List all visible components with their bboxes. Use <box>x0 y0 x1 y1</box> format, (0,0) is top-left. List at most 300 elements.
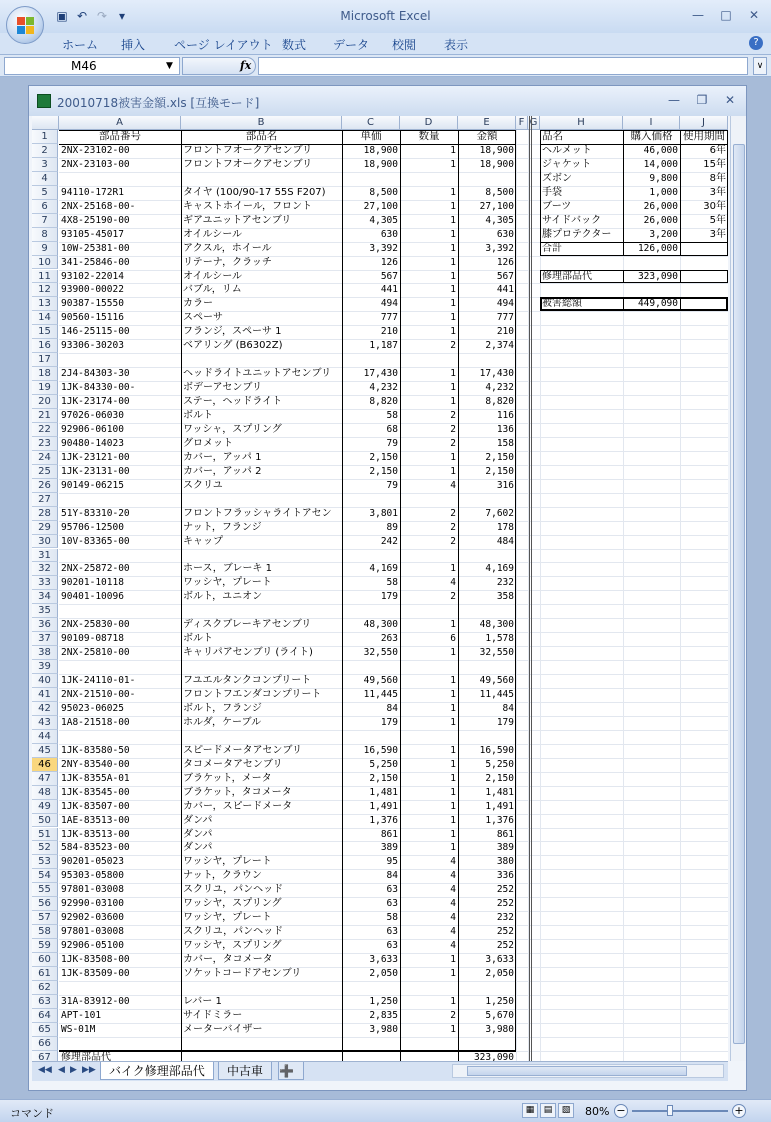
maximize-icon[interactable]: □ <box>720 8 732 22</box>
cell-quantity[interactable]: 2 <box>450 591 456 603</box>
cell-quantity[interactable]: 1 <box>450 675 456 687</box>
sheet-tab-repair-parts[interactable]: バイク修理部品代 <box>100 1062 214 1080</box>
cell-unit-price[interactable]: 1,250 <box>369 995 398 1007</box>
cell-part-name[interactable]: ソケットコードアセンブリ <box>183 968 302 979</box>
cell-quantity[interactable]: 4 <box>450 926 456 938</box>
cell-part-number[interactable]: 94110-172R1 <box>61 186 124 198</box>
cell-unit-price[interactable]: 68 <box>386 423 398 435</box>
cell-part-name[interactable]: ステー，ヘッドライト <box>183 396 283 408</box>
office-button[interactable] <box>6 6 44 44</box>
cell-amount[interactable]: 178 <box>496 521 514 533</box>
cell-item-period[interactable]: 6年 <box>709 144 726 156</box>
cell-part-number[interactable]: 92902-03600 <box>61 912 124 924</box>
cell-part-number[interactable]: 2NX-25830-00 <box>61 619 130 631</box>
cell-quantity[interactable]: 6 <box>450 633 456 645</box>
cell-part-number[interactable]: 10W-25381-00 <box>61 242 130 254</box>
cell-amount[interactable]: 11,445 <box>479 689 514 700</box>
cell-amount[interactable]: 32,550 <box>479 647 514 659</box>
cell-part-name[interactable]: カバー，アッパ 2 <box>183 465 262 477</box>
cell-part-name[interactable]: スクリユ <box>183 479 223 491</box>
cell-part-number[interactable]: 1A8-21518-00 <box>61 716 130 728</box>
cell-part-number[interactable]: 2J4-84303-30 <box>61 368 130 380</box>
cell-part-name[interactable]: フユエルタンクコンプリート <box>183 675 312 687</box>
cell-part-name[interactable]: ダンパ <box>183 814 213 826</box>
cell-part-number[interactable]: 92906-06100 <box>61 423 124 435</box>
cell-amount[interactable]: 2,150 <box>485 451 514 463</box>
cell-part-number[interactable]: 2NY-83540-00 <box>61 758 130 770</box>
cell-item-name[interactable]: ヘルメット <box>542 144 592 156</box>
cell-part-name[interactable]: オイルシール <box>183 228 243 240</box>
cell-part-number[interactable]: 51Y-83310-20 <box>61 507 130 519</box>
row-header[interactable]: 63 <box>32 995 58 1009</box>
cell-amount[interactable]: 5,670 <box>485 1009 514 1021</box>
next-sheet-icon[interactable]: ▶ <box>70 1065 77 1075</box>
cell-part-number[interactable]: 90401-10096 <box>61 591 124 603</box>
row-header[interactable]: 27 <box>32 493 58 507</box>
cell-unit-price[interactable]: 210 <box>380 326 398 338</box>
cell-item-name[interactable]: 膝プロテクター <box>542 228 612 240</box>
cell-part-number[interactable]: APT-101 <box>61 1009 102 1021</box>
cell-part-name[interactable]: ナット，フランジ <box>183 521 262 533</box>
cell-quantity[interactable]: 1 <box>450 368 456 380</box>
row-header[interactable]: 54 <box>32 869 58 883</box>
row-header[interactable]: 12 <box>32 283 58 297</box>
last-sheet-icon[interactable]: ▶▶ <box>82 1065 96 1075</box>
cell-part-name[interactable]: フロントフオークアセンブリ <box>183 144 313 156</box>
cell-part-number[interactable]: 584-83523-00 <box>61 842 130 854</box>
cell-amount[interactable]: 5,250 <box>485 758 514 770</box>
row-header[interactable]: 31 <box>32 549 58 563</box>
cell-quantity[interactable]: 1 <box>450 186 456 198</box>
cell-item-name[interactable]: サイドバック <box>542 214 602 226</box>
row-header[interactable]: 56 <box>32 897 58 911</box>
row-header[interactable]: 60 <box>32 953 58 967</box>
cell-quantity[interactable]: 4 <box>450 898 456 910</box>
column-header[interactable]: C <box>342 116 400 130</box>
cell-part-name[interactable]: ワッシヤ，プレート <box>183 856 272 868</box>
select-all-corner[interactable] <box>32 116 59 130</box>
cell-part-name[interactable]: アクスル，ホイール <box>183 242 272 254</box>
row-header[interactable]: 61 <box>32 967 58 981</box>
row-header[interactable]: 25 <box>32 465 58 479</box>
cell-amount[interactable]: 316 <box>496 479 514 491</box>
row-header[interactable]: 13 <box>32 297 58 311</box>
cell-part-name[interactable]: フロントフエンダコンプリート <box>183 689 322 700</box>
cell-unit-price[interactable]: 27,100 <box>363 200 398 212</box>
cell-quantity[interactable]: 1 <box>450 451 456 463</box>
row-header[interactable]: 15 <box>32 325 58 339</box>
first-sheet-icon[interactable]: ◀◀ <box>38 1065 52 1075</box>
cell-amount[interactable]: 27,100 <box>479 200 514 212</box>
cell-part-name[interactable]: ダンパ <box>183 842 213 854</box>
zoom-slider[interactable] <box>632 1110 728 1112</box>
row-header[interactable]: 8 <box>32 228 58 242</box>
cell-part-name[interactable]: ワッシャ，スプリング <box>183 423 282 435</box>
cell-part-number[interactable]: 1JK-24110-01- <box>61 675 136 687</box>
cell-amount[interactable]: 2,374 <box>485 340 514 352</box>
cell-part-number[interactable]: 1JK-83545-00 <box>61 786 130 798</box>
cell-quantity[interactable]: 1 <box>450 772 456 784</box>
row-header[interactable]: 30 <box>32 535 58 549</box>
cell-part-name[interactable]: サイドミラー <box>183 1009 243 1021</box>
cell-quantity[interactable]: 1 <box>450 744 456 756</box>
cell-repair[interactable]: 323,090 <box>637 270 678 282</box>
cell-quantity[interactable]: 1 <box>450 312 456 324</box>
row-header[interactable]: 59 <box>32 939 58 953</box>
cell-quantity[interactable]: 4 <box>450 870 456 882</box>
cell-part-number[interactable]: 95303-05800 <box>61 870 124 882</box>
cell-quantity[interactable]: 1 <box>450 968 456 979</box>
minimize-icon[interactable]: — <box>692 8 704 22</box>
close-icon[interactable]: ✕ <box>748 8 760 22</box>
cell-part-number[interactable]: 4X8-25190-00 <box>61 214 130 226</box>
cell-item-name[interactable]: ブーツ <box>542 200 572 212</box>
cell-amount[interactable]: 2,050 <box>485 968 514 979</box>
row-header[interactable]: 48 <box>32 786 58 800</box>
cell-item-price[interactable]: 14,000 <box>643 158 678 170</box>
cell-part-name[interactable]: キャップ <box>183 535 223 547</box>
cell-part-number[interactable]: 90480-14023 <box>61 437 124 449</box>
cell-quantity[interactable]: 4 <box>450 479 456 491</box>
cell-item-price[interactable]: 26,000 <box>643 214 678 226</box>
expand-formula-icon[interactable]: ∨ <box>753 57 767 75</box>
row-header[interactable]: 40 <box>32 674 58 688</box>
row-header[interactable]: 14 <box>32 311 58 325</box>
row-header[interactable]: 52 <box>32 841 58 855</box>
cell-part-name[interactable]: ボルト，ユニオン <box>183 591 263 603</box>
cell-part-number[interactable]: 修理部品代 <box>61 1051 111 1061</box>
cell-quantity[interactable]: 1 <box>450 396 456 408</box>
cell-item-period[interactable]: 3年 <box>709 228 726 240</box>
cell-part-name[interactable]: ワッシヤ，プレート <box>183 912 272 924</box>
cell-amount[interactable]: 3,633 <box>485 954 514 966</box>
cell-amount[interactable]: 179 <box>496 716 514 728</box>
cell-amount[interactable]: 777 <box>496 312 514 324</box>
cell-quantity[interactable]: 1 <box>450 716 456 728</box>
cell-part-name[interactable]: タコメータアセンブリ <box>183 758 283 770</box>
row-header[interactable]: 5 <box>32 186 58 200</box>
cell-unit-price[interactable]: 11,445 <box>363 689 398 700</box>
cell-part-number[interactable]: 90201-10118 <box>61 577 124 589</box>
cell-part-number[interactable]: 90149-06215 <box>61 479 124 491</box>
cell-amount[interactable]: 18,900 <box>479 158 514 170</box>
cell-part-number[interactable]: 90201-05023 <box>61 856 124 868</box>
cell-part-number[interactable]: 2NX-21510-00- <box>61 689 136 700</box>
insert-sheet-icon[interactable]: ➕ <box>278 1062 304 1080</box>
tab-insert[interactable]: 挿入 <box>121 38 146 52</box>
cell-unit-price[interactable]: 494 <box>380 298 398 310</box>
cell-unit-price[interactable]: 2,150 <box>369 772 398 784</box>
cell-amount[interactable]: 18,900 <box>479 144 514 156</box>
cell-quantity[interactable]: 1 <box>450 465 456 477</box>
cell-unit-price[interactable]: 32,550 <box>363 647 398 659</box>
row-header[interactable]: 66 <box>32 1037 58 1051</box>
row-header[interactable]: 57 <box>32 911 58 925</box>
cell-part-number[interactable]: 97801-03008 <box>61 884 124 896</box>
column-header[interactable]: G <box>528 116 540 130</box>
cell-quantity[interactable]: 1 <box>450 158 456 170</box>
cell-amount[interactable]: 567 <box>496 270 514 282</box>
cell-amount[interactable]: 4,169 <box>485 563 514 575</box>
cell-unit-price[interactable]: 58 <box>386 577 398 589</box>
cell-quantity[interactable]: 1 <box>450 647 456 659</box>
cell-damage-label[interactable]: 被害総額 <box>542 298 582 310</box>
row-header[interactable]: 19 <box>32 381 58 395</box>
row-header[interactable]: 58 <box>32 925 58 939</box>
zoom-slider-knob[interactable] <box>667 1105 673 1116</box>
cell-quantity[interactable]: 4 <box>450 912 456 924</box>
cell-part-name[interactable]: ボルト <box>183 410 213 421</box>
cell-part-number[interactable]: 1JK-8355A-01 <box>61 772 130 784</box>
cell-part-number[interactable]: 95023-06025 <box>61 702 124 714</box>
row-header[interactable]: 20 <box>32 395 58 409</box>
column-header[interactable]: B <box>181 116 342 130</box>
row-header[interactable]: 62 <box>32 981 58 995</box>
scroll-thumb[interactable] <box>467 1066 687 1076</box>
cell-amount[interactable]: 389 <box>496 842 514 854</box>
cell-quantity[interactable]: 1 <box>450 382 456 394</box>
row-header[interactable]: 49 <box>32 800 58 814</box>
cell-amount[interactable]: 1,481 <box>485 786 514 798</box>
cell-item-period[interactable]: 30年 <box>703 200 726 212</box>
restore-icon[interactable]: ❐ <box>696 93 708 107</box>
tab-page-layout[interactable]: ページ レイアウト <box>174 38 273 52</box>
row-header[interactable]: 21 <box>32 409 58 423</box>
cell-unit-price[interactable]: 63 <box>386 940 398 952</box>
cell-unit-price[interactable]: 8,820 <box>369 396 398 408</box>
cell-amount[interactable]: 4,305 <box>485 214 514 226</box>
cell-unit-price[interactable]: 2,835 <box>369 1009 398 1021</box>
row-header[interactable]: 23 <box>32 437 58 451</box>
cell-amount[interactable]: 232 <box>496 912 514 924</box>
sheet-tab-used-car[interactable]: 中古車 <box>218 1062 272 1080</box>
cell-quantity[interactable]: 1 <box>450 200 456 212</box>
cell-unit-price[interactable]: 89 <box>386 521 398 533</box>
page-layout-view-icon[interactable]: ▤ <box>540 1103 556 1118</box>
cell-amount[interactable]: 116 <box>496 410 514 421</box>
cell-repair-label[interactable]: 修理部品代 <box>542 270 592 282</box>
tab-data[interactable]: データ <box>333 38 370 52</box>
cell-part-name[interactable]: タイヤ (100/90-17 55S F207) <box>183 186 326 198</box>
cell-part-name[interactable]: ヘッドライトユニットアセンブリ <box>183 368 332 380</box>
cell-part-number[interactable]: 31A-83912-00 <box>61 995 130 1007</box>
row-header[interactable]: 41 <box>32 688 58 702</box>
cell-quantity[interactable]: 1 <box>450 800 456 812</box>
cell-unit-price[interactable]: 49,560 <box>363 675 398 687</box>
row-header[interactable]: 46 <box>32 758 58 772</box>
row-header[interactable]: 29 <box>32 521 58 535</box>
row-header[interactable]: 47 <box>32 772 58 786</box>
cell-amount[interactable]: 323,090 <box>473 1051 514 1061</box>
cell-quantity[interactable]: 1 <box>450 228 456 240</box>
cell-part-number[interactable]: 1JK-23174-00 <box>61 396 130 408</box>
cell-unit-price[interactable]: 263 <box>380 633 398 645</box>
cell-amount[interactable]: 336 <box>496 870 514 882</box>
cell-amount[interactable]: 1,578 <box>485 633 514 645</box>
row-header[interactable]: 37 <box>32 632 58 646</box>
cell-amount[interactable]: 252 <box>496 926 514 938</box>
cell-item-period[interactable]: 5年 <box>709 214 726 226</box>
column-title[interactable]: 単価 <box>360 130 382 142</box>
row-header[interactable]: 32 <box>32 562 58 576</box>
cell-quantity[interactable]: 1 <box>450 842 456 854</box>
column-header[interactable]: H <box>540 116 623 130</box>
row-header[interactable]: 45 <box>32 744 58 758</box>
cell-amount[interactable]: 49,560 <box>479 675 514 687</box>
cell-quantity[interactable]: 1 <box>450 284 456 296</box>
row-header[interactable]: 22 <box>32 423 58 437</box>
cell-amount[interactable]: 358 <box>496 591 514 603</box>
cell-unit-price[interactable]: 1,491 <box>369 800 398 812</box>
cell-part-number[interactable]: 93102-22014 <box>61 270 124 282</box>
normal-view-icon[interactable]: ▦ <box>522 1103 538 1118</box>
column-title[interactable]: 使用期間 <box>683 130 725 142</box>
cell-part-name[interactable]: ブラケット，メータ <box>183 772 272 784</box>
cell-part-number[interactable]: 90109-08718 <box>61 633 124 645</box>
cell-part-name[interactable]: スクリユ，パンヘッド <box>183 884 284 896</box>
cell-quantity[interactable]: 4 <box>450 940 456 952</box>
close-icon[interactable]: ✕ <box>724 93 736 107</box>
column-title[interactable]: 数量 <box>418 130 440 142</box>
cell-unit-price[interactable]: 63 <box>386 884 398 896</box>
cell-amount[interactable]: 8,500 <box>485 186 514 198</box>
cell-part-name[interactable]: キャストホイール，フロント <box>183 200 312 212</box>
cell-amount[interactable]: 380 <box>496 856 514 868</box>
tab-home[interactable]: ホーム <box>62 38 99 52</box>
column-title[interactable]: 部品番号 <box>99 130 141 142</box>
cell-part-name[interactable]: キャリパアセンブリ (ライト) <box>183 647 313 659</box>
cell-unit-price[interactable]: 567 <box>380 270 398 282</box>
cell-quantity[interactable]: 2 <box>450 521 456 533</box>
cell-unit-price[interactable]: 84 <box>386 870 398 882</box>
cell-part-number[interactable]: 146-25115-00 <box>61 326 130 338</box>
cell-unit-price[interactable]: 63 <box>386 926 398 938</box>
cell-unit-price[interactable]: 18,900 <box>363 158 398 170</box>
cell-quantity[interactable]: 1 <box>450 326 456 338</box>
cell-amount[interactable]: 484 <box>496 535 514 547</box>
cell-total[interactable]: 126,000 <box>637 242 678 254</box>
cell-amount[interactable]: 3,980 <box>485 1023 514 1035</box>
column-header[interactable]: A <box>59 116 181 130</box>
customize-icon[interactable]: ▾ <box>118 9 126 23</box>
scroll-thumb[interactable] <box>733 144 745 1044</box>
cell-quantity[interactable]: 1 <box>450 786 456 798</box>
cell-part-number[interactable]: 93900-00022 <box>61 284 124 296</box>
row-header[interactable]: 55 <box>32 883 58 897</box>
cell-part-name[interactable]: スピードメータアセンブリ <box>183 744 302 756</box>
cell-quantity[interactable]: 1 <box>450 702 456 714</box>
cell-item-name[interactable]: ズボン <box>542 172 572 184</box>
cell-part-name[interactable]: ダンパ <box>183 828 213 840</box>
cell-amount[interactable]: 84 <box>502 702 514 714</box>
cell-part-name[interactable]: ベアリング (B6302Z) <box>183 340 283 352</box>
cell-part-name[interactable]: スクリユ，パンヘッド <box>183 926 284 938</box>
cell-part-number[interactable]: 1JK-23121-00 <box>61 451 130 463</box>
cell-amount[interactable]: 4,232 <box>485 382 514 394</box>
column-header[interactable]: J <box>680 116 728 130</box>
cell-item-price[interactable]: 3,200 <box>649 228 678 240</box>
column-header[interactable]: I <box>623 116 680 130</box>
cell-part-number[interactable]: 2NX-23103-00 <box>61 158 130 170</box>
cell-amount[interactable]: 861 <box>496 828 514 840</box>
cell-damage[interactable]: 449,090 <box>637 298 678 310</box>
cell-amount[interactable]: 48,300 <box>479 619 514 631</box>
cell-part-number[interactable]: 1JK-83509-00 <box>61 968 130 979</box>
cell-part-number[interactable]: 2NX-25168-00- <box>61 200 136 212</box>
cell-quantity[interactable]: 1 <box>450 242 456 254</box>
name-box[interactable]: M46 <box>4 57 180 75</box>
cell-amount[interactable]: 7,602 <box>485 507 514 519</box>
cell-unit-price[interactable]: 441 <box>380 284 398 296</box>
cell-quantity[interactable]: 1 <box>450 828 456 840</box>
cell-quantity[interactable]: 1 <box>450 954 456 966</box>
cell-unit-price[interactable]: 4,232 <box>369 382 398 394</box>
row-header[interactable]: 38 <box>32 646 58 660</box>
cell-unit-price[interactable]: 84 <box>386 702 398 714</box>
cell-unit-price[interactable]: 4,305 <box>369 214 398 226</box>
cell-part-number[interactable]: 1JK-84330-00- <box>61 382 136 394</box>
cell-part-number[interactable]: 1JK-83508-00 <box>61 954 130 966</box>
cell-part-number[interactable]: 93105-45017 <box>61 228 124 240</box>
row-header[interactable]: 10 <box>32 256 58 270</box>
cell-amount[interactable]: 494 <box>496 298 514 310</box>
cell-amount[interactable]: 16,590 <box>479 744 514 756</box>
cell-part-name[interactable]: バブル，リム <box>183 284 242 296</box>
zoom-level[interactable]: 80% <box>585 1105 610 1118</box>
cell-part-name[interactable]: カバー，スピードメータ <box>183 800 293 812</box>
cell-amount[interactable]: 252 <box>496 884 514 896</box>
zoom-in-icon[interactable]: + <box>732 1104 746 1118</box>
cell-quantity[interactable]: 1 <box>450 563 456 575</box>
row-header[interactable]: 4 <box>32 172 58 186</box>
cell-unit-price[interactable]: 5,250 <box>369 758 398 770</box>
cell-part-name[interactable]: ワッシヤ，スプリング <box>183 898 282 910</box>
cell-part-number[interactable]: 1JK-23131-00 <box>61 465 130 477</box>
cell-unit-price[interactable]: 3,392 <box>369 242 398 254</box>
cell-part-name[interactable]: ブラケット，タコメータ <box>183 786 292 798</box>
cell-part-number[interactable]: 93306-30203 <box>61 340 124 352</box>
cell-unit-price[interactable]: 79 <box>386 437 398 449</box>
cell-quantity[interactable]: 4 <box>450 577 456 589</box>
cell-unit-price[interactable]: 17,430 <box>363 368 398 380</box>
cell-amount[interactable]: 8,820 <box>485 396 514 408</box>
cell-total-label[interactable]: 合計 <box>542 242 562 254</box>
cell-quantity[interactable]: 1 <box>450 270 456 282</box>
tab-formulas[interactable]: 数式 <box>282 38 307 52</box>
cell-part-number[interactable]: 2NX-23102-00 <box>61 144 130 156</box>
cell-part-number[interactable]: 97026-06030 <box>61 410 124 421</box>
cell-part-name[interactable]: フロントフオークアセンブリ <box>183 158 313 170</box>
cell-amount[interactable]: 1,250 <box>485 995 514 1007</box>
row-header[interactable]: 18 <box>32 367 58 381</box>
cell-part-number[interactable]: 1JK-83513-00 <box>61 828 130 840</box>
row-header[interactable]: 16 <box>32 339 58 353</box>
cell-unit-price[interactable]: 389 <box>380 842 398 854</box>
cell-part-name[interactable]: スペーサ <box>183 312 223 324</box>
cell-unit-price[interactable]: 1,187 <box>369 340 398 352</box>
cell-quantity[interactable]: 1 <box>450 758 456 770</box>
row-header[interactable]: 36 <box>32 618 58 632</box>
cell-unit-price[interactable]: 1,376 <box>369 814 398 826</box>
cell-part-number[interactable]: 92990-03100 <box>61 898 124 910</box>
column-header[interactable]: E <box>458 116 516 130</box>
row-header[interactable]: 43 <box>32 716 58 730</box>
cell-item-price[interactable]: 1,000 <box>649 186 678 198</box>
cell-part-number[interactable]: 90387-15550 <box>61 298 124 310</box>
cell-quantity[interactable]: 1 <box>450 995 456 1007</box>
cell-part-number[interactable]: WS-01M <box>61 1023 96 1035</box>
column-title[interactable]: 購入価格 <box>630 130 673 142</box>
